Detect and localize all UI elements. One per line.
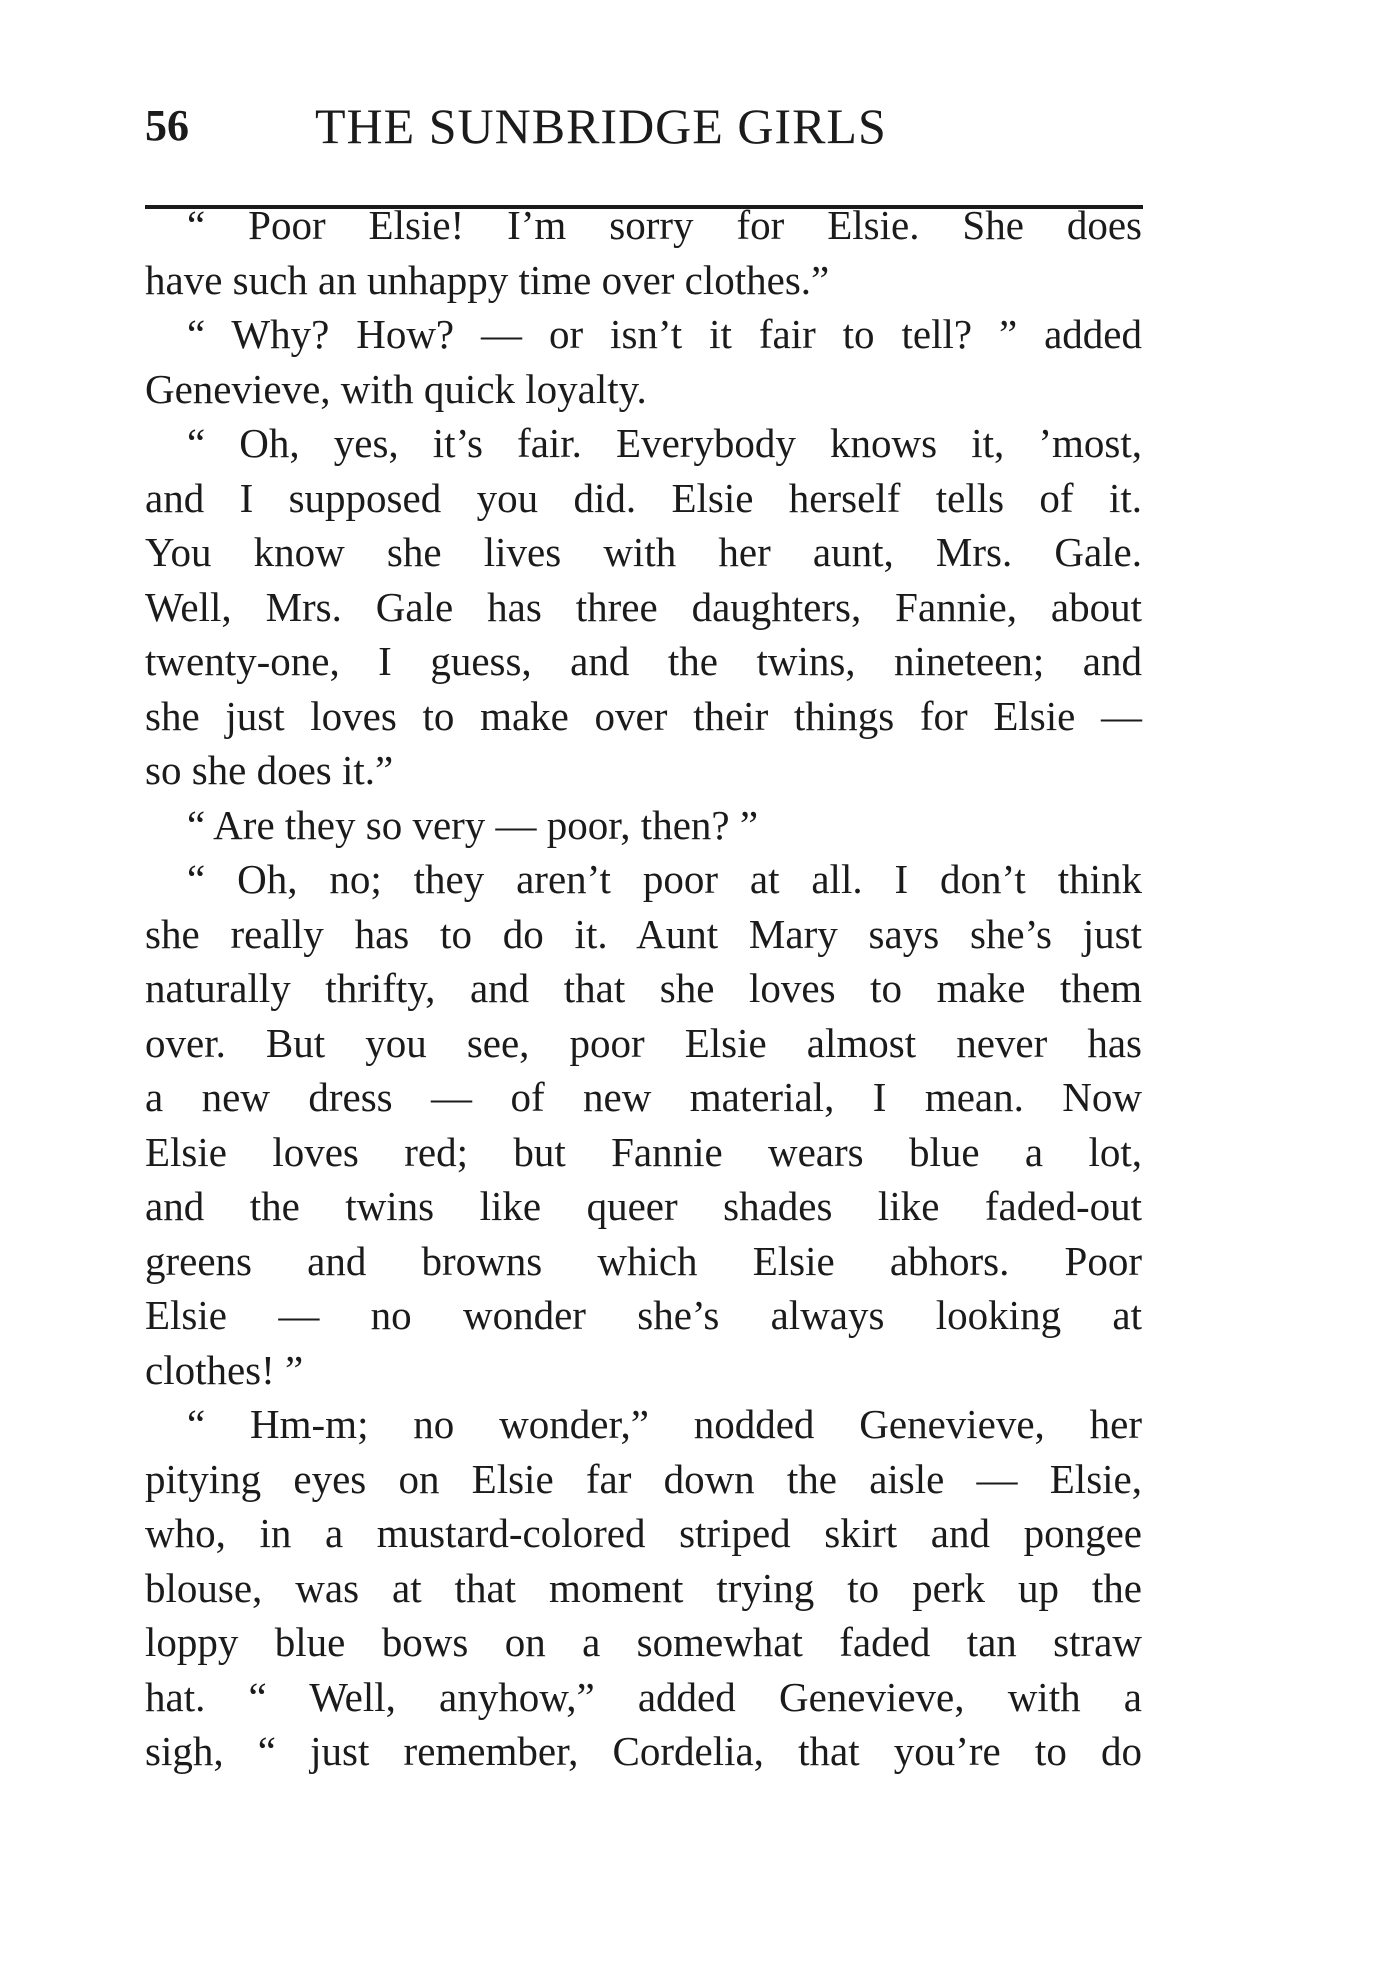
text-line: Elsie — no wonder she’s always looking at [145,1292,1142,1338]
text-line: over. But you see, poor Elsie almost never has [145,1019,1142,1066]
running-head [145,96,1145,156]
text-line: “ Oh, yes, it’s fair. Everybody knows it, ’most, [187,420,1142,466]
text-line: she really has to do it. Aunt Mary says she’s just [145,910,1142,957]
text-line: “ Oh, no; they aren’t poor at all. I don’t think [187,856,1142,902]
text-line: Elsie loves red; but Fannie wears blue a lot, [145,1128,1142,1175]
text-line: and the twins like queer shades like faded-out [145,1183,1142,1229]
body-text [145,198,1142,1779]
text-line: hat. “ Well, anyhow,” added Genevieve, with a [145,1673,1142,1720]
text-line: Genevieve, with quick loyalty. [145,365,647,412]
text-line: twenty-one, I guess, and the twins, nineteen; and [145,638,1142,684]
text-line: a new dress — of new material, I mean. Now [145,1074,1142,1120]
text-line: You know she lives with her aunt, Mrs. Gale. [145,529,1142,575]
text-line: she just loves to make over their things for Elsie — [145,692,1142,739]
text-line: so she does it.” [145,747,394,793]
text-line: Well, Mrs. Gale has three daughters, Fannie, about [145,583,1142,630]
text-line: greens and browns which Elsie abhors. Poor [145,1237,1142,1284]
text-line: blouse, was at that moment trying to perk up the [145,1564,1142,1611]
text-line: pitying eyes on Elsie far down the aisle — Elsie, [145,1455,1142,1502]
text-line: “ Are they so very — poor, then? ” [187,801,759,848]
text-line: have such an unhappy time over clothes.” [145,256,830,303]
text-line: naturally thrifty, and that she loves to make them [145,965,1142,1011]
text-line: who, in a mustard-colored striped skirt and pongee [145,1510,1142,1556]
text-line: sigh, “ just remember, Cordelia, that you’re to do [145,1728,1142,1774]
book-title: THE SUNBRIDGE GIRLS [315,98,887,154]
text-line: clothes! ” [145,1346,304,1393]
text-line: “ Poor Elsie! I’m sorry for Elsie. She does [187,202,1142,248]
text-line: and I supposed you did. Elsie herself tells of it. [145,474,1142,521]
text-line: loppy blue bows on a somewhat faded tan straw [145,1619,1142,1665]
text-line: “ Hm-m; no wonder,” nodded Genevieve, her [187,1401,1142,1447]
page-number: 56 [145,101,189,150]
text-line: “ Why? How? — or isn’t it fair to tell? ” added [187,311,1142,357]
